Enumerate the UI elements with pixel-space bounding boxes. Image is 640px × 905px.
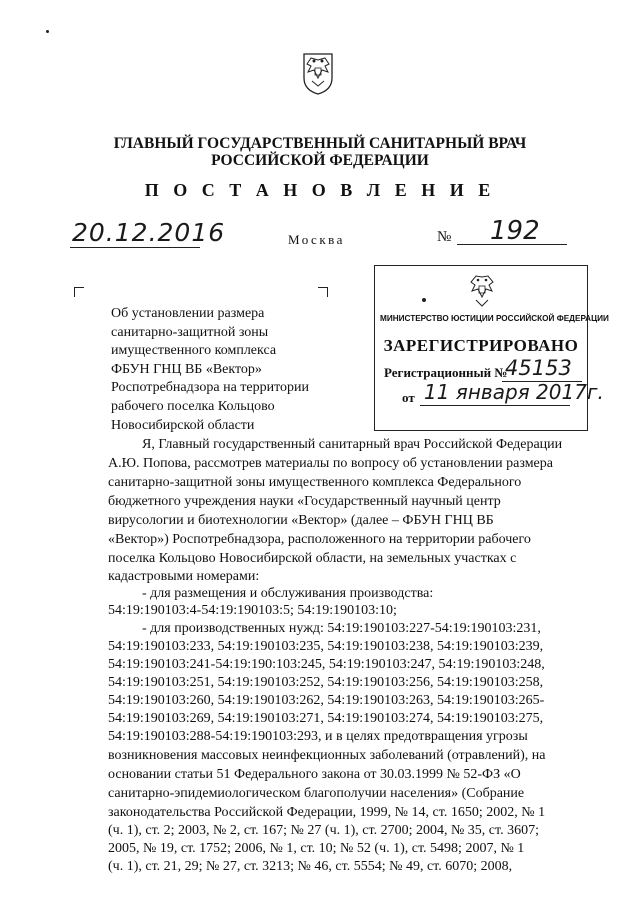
body-line: поселка Кольцово Новосибирской области, на земельных участках с [108,551,517,566]
subject-line: Об установлении размера [111,306,265,321]
body-line: законодательства Российской Федерации, 1999, № 14, ст. 1650; 2002, № 1 [108,805,546,820]
body-line: вирусологии и биотехнологии «Вектор» (далее – ФБУН ГНЦ ВБ [108,513,494,528]
document-type: П О С Т А Н О В Л Е Н И Е [144,180,496,200]
subject-line: рабочего поселка Кольцово [111,398,275,414]
body-line: - для размещения и обслуживания производства: [142,586,434,601]
body-line: 54:19:190103:4-54:19:190103:5; 54:19:190103:10; [108,603,397,618]
body-line: 54:19:190103:288-54:19:190103:293, и в целях предотвращения угрозы [108,729,528,744]
stamp-from-underline [420,405,570,406]
body-line: санитарно-эпидемиологическом благополучии населения» (Собрание [108,786,525,801]
stamp-ministry: МИНИСТЕРСТВО ЮСТИЦИИ РОССИЙСКОЙ ФЕДЕРАЦИИ [380,314,609,323]
date-underline [70,247,200,248]
body-line: 54:19:190103:260, 54:19:190103:262, 54:19:190103:263, 54:19:190103:265- [108,693,545,708]
body-line: кадастровыми номерами: [108,569,260,584]
stamp-registered: ЗАРЕГИСТРИРОВАНО [383,336,579,355]
subject-line: ФБУН ГНЦ ВБ «Вектор» [111,361,262,377]
stamp-emblem-icon [465,273,499,311]
stamp-from-label: от [402,390,415,405]
stamp-from-date: 11 января 2017г. [424,380,604,404]
authority-line-1: ГЛАВНЫЙ ГОСУДАРСТВЕННЫЙ САНИТАРНЫЙ ВРАЧ [113,135,527,152]
subject-line: имущественного комплекса [111,343,277,359]
body-line: 2005, № 19, ст. 1752; 2006, № 1, ст. 10; № 52 (ч. 1), ст. 5498; 2007, № 1 [108,841,525,856]
stamp-reg-number: 45153 [505,356,572,380]
body-line: возникновения массовых неинфекционных заболеваний (отравлений), на [108,748,546,763]
body-line: санитарно-защитной зоны имущественного комплекса Федерального [108,475,522,490]
coat-of-arms-icon [296,48,340,96]
body-line: 54:19:190103:251, 54:19:190103:252, 54:19:190103:256, 54:19:190103:258, [108,675,544,690]
body-line: (ч. 1), ст. 21, 29; № 27, ст. 3213; № 46, ст. 5554; № 49, ст. 6070; 2008, [108,859,513,874]
stamp-dot [422,298,426,302]
subject-line: санитарно-защитной зоны [111,324,269,340]
body-line: 54:19:190103:269, 54:19:190103:271, 54:19:190103:274, 54:19:190103:275, [108,711,544,726]
subject-line: Роспотребнадзора на территории [111,380,310,396]
document-date: 20.12.2016 [72,218,226,247]
subject-corner-right [318,287,328,297]
body-line: 54:19:190103:233, 54:19:190103:235, 54:19:190103:238, 54:19:190103:239, [108,639,544,654]
body-line: 54:19:190103:241-54:19:190:103:245, 54:19:190103:247, 54:19:190103:248, [108,657,545,672]
subject-corner-left [74,287,84,297]
authority-line-2: РОССИЙСКОЙ ФЕДЕРАЦИИ [211,152,429,169]
stamp-reg-label: Регистрационный № [384,365,508,380]
body-line: (ч. 1), ст. 2; 2003, № 2, ст. 167; № 27 (ч. 1), ст. 2700; 2004, № 35, ст. 3607; [108,823,539,838]
body-line: бюджетного учреждения науки «Государственный научный центр [108,494,501,509]
body-line: А.Ю. Попова, рассмотрев материалы по вопросу об установлении размера [108,456,553,471]
scan-dot [46,30,49,33]
subject-line: Новосибирской области [111,417,255,433]
subject-block [111,305,341,435]
number-sign: № [437,229,452,245]
body-line: «Вектор») Роспотребнадзора, расположенного на территории рабочего [108,532,531,547]
body-line: основании статьи 51 Федерального закона от 30.03.1999 № 52-ФЗ «О [108,767,521,782]
body-line: - для производственных нужд: 54:19:190103:227-54:19:190103:231, [142,621,541,636]
document-number: 192 [490,216,540,246]
city: Москва [288,232,345,247]
body-line: Я, Главный государственный санитарный врач Российской Федерации [142,437,563,452]
